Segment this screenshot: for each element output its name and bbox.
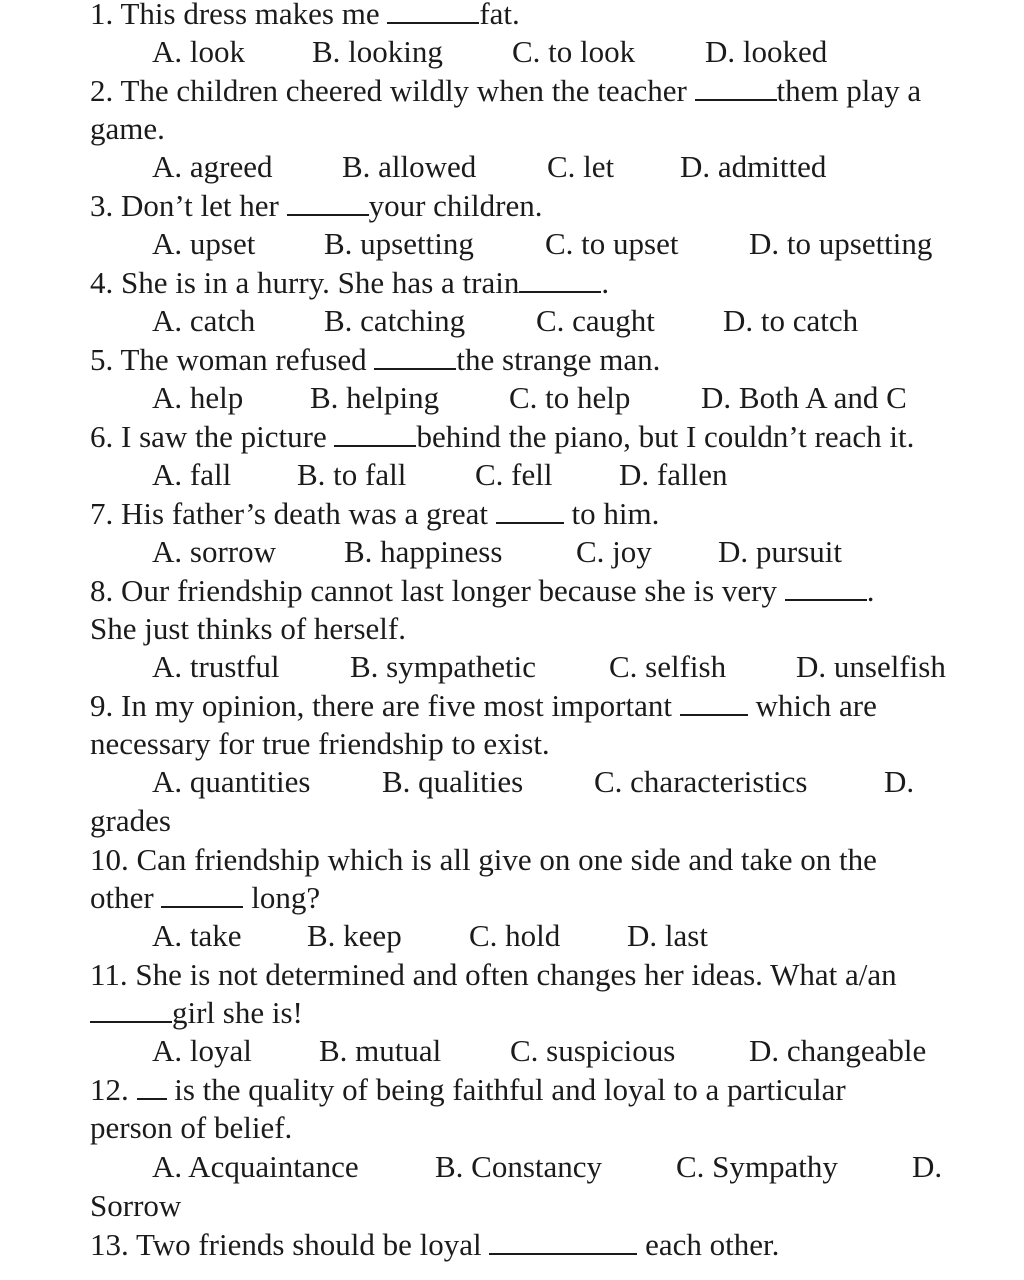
- option-b[interactable]: B. qualities: [382, 764, 524, 799]
- question-9: [90, 687, 877, 725]
- question-2: [90, 72, 921, 110]
- question-number: 3.: [90, 188, 114, 223]
- question-12-continued: [90, 1109, 292, 1147]
- option-a[interactable]: A. catch: [152, 303, 256, 338]
- option-d-text[interactable]: Sorrow: [90, 1188, 182, 1223]
- option-b[interactable]: B. catching: [324, 303, 466, 338]
- option-c[interactable]: C. characteristics: [594, 764, 808, 799]
- question-text: She is not determined and often changes her ideas. What a/an: [135, 957, 897, 992]
- question-number: 6.: [90, 419, 114, 454]
- answer-blank[interactable]: [90, 994, 172, 1023]
- option-a[interactable]: A. loyal: [152, 1033, 252, 1068]
- option-d[interactable]: D. to catch: [723, 303, 859, 338]
- question-text: .: [866, 573, 875, 608]
- option-c[interactable]: C. fell: [475, 457, 553, 492]
- question-text: Our friendship cannot last longer because she is very: [121, 573, 777, 608]
- answer-blank[interactable]: [387, 0, 479, 24]
- option-b[interactable]: B. upsetting: [324, 226, 474, 261]
- question-number: 2.: [90, 73, 114, 108]
- answer-blank[interactable]: [489, 1226, 637, 1255]
- question-number: 4.: [90, 265, 114, 300]
- question-12: [90, 1071, 846, 1109]
- option-d[interactable]: D. fallen: [619, 457, 728, 492]
- option-d[interactable]: D.: [912, 1149, 943, 1184]
- option-a[interactable]: A. quantities: [152, 764, 311, 799]
- answer-blank[interactable]: [161, 879, 243, 908]
- question-number: 9.: [90, 688, 114, 723]
- answer-blank[interactable]: [334, 418, 416, 447]
- option-b[interactable]: B. to fall: [297, 457, 407, 492]
- question-number: 1.: [90, 0, 114, 31]
- question-2-continued: [90, 110, 165, 148]
- question-text: behind the piano, but I couldn’t reach it.: [416, 419, 915, 454]
- option-c[interactable]: C. caught: [536, 303, 655, 338]
- question-10: [90, 841, 877, 879]
- option-d[interactable]: D.: [884, 764, 915, 799]
- answer-blank[interactable]: [680, 687, 748, 716]
- option-d[interactable]: D. changeable: [749, 1033, 927, 1068]
- question-text: the strange man.: [456, 342, 661, 377]
- option-d[interactable]: D. pursuit: [718, 534, 842, 569]
- question-text: person of belief.: [90, 1110, 293, 1145]
- option-c[interactable]: C. selfish: [609, 649, 727, 684]
- question-number: 13.: [90, 1227, 129, 1262]
- option-b[interactable]: B. Constancy: [435, 1149, 603, 1184]
- option-a[interactable]: A. sorrow: [152, 534, 276, 569]
- question-text: girl she is!: [172, 995, 303, 1030]
- question-text: Don’t let her: [121, 188, 279, 223]
- option-a[interactable]: A. agreed: [152, 149, 273, 184]
- question-5: [90, 341, 660, 379]
- question-9-continued: [90, 725, 550, 763]
- question-text: She is in a hurry. She has a train: [121, 265, 520, 300]
- answer-blank[interactable]: [374, 341, 456, 370]
- question-text: which are: [755, 688, 877, 723]
- answer-blank[interactable]: [785, 572, 867, 601]
- question-number: 12.: [90, 1072, 129, 1107]
- option-a[interactable]: A. upset: [152, 226, 256, 261]
- question-10-continued: [90, 879, 320, 917]
- question-text: necessary for true friendship to exist.: [90, 726, 550, 761]
- option-d[interactable]: D. looked: [705, 34, 828, 69]
- question-11-continued: [90, 994, 303, 1032]
- option-a[interactable]: A. help: [152, 380, 244, 415]
- option-c[interactable]: C. joy: [576, 534, 652, 569]
- answer-blank[interactable]: [496, 495, 564, 524]
- option-b[interactable]: B. mutual: [319, 1033, 442, 1068]
- option-a[interactable]: A. Acquaintance: [152, 1149, 359, 1184]
- question-text: to him.: [571, 496, 660, 531]
- question-3: [90, 187, 542, 225]
- question-text: game.: [90, 111, 165, 146]
- option-a[interactable]: A. trustful: [152, 649, 280, 684]
- question-6: [90, 418, 914, 456]
- question-text: long?: [251, 880, 321, 915]
- question-number: 11.: [90, 957, 128, 992]
- options-12-wrapped: [90, 1187, 181, 1225]
- question-number: 7.: [90, 496, 114, 531]
- question-text: In my opinion, there are five most important: [121, 688, 672, 723]
- question-number: 10.: [90, 842, 129, 877]
- option-c[interactable]: C. to look: [512, 34, 636, 69]
- question-13: [90, 1226, 779, 1264]
- question-number: 5.: [90, 342, 114, 377]
- option-a[interactable]: A. look: [152, 34, 245, 69]
- option-b[interactable]: B. helping: [310, 380, 440, 415]
- option-c[interactable]: C. suspicious: [510, 1033, 676, 1068]
- option-a[interactable]: A. fall: [152, 457, 232, 492]
- answer-blank[interactable]: [695, 72, 777, 101]
- option-d-text[interactable]: grades: [90, 803, 171, 838]
- option-d[interactable]: D. unselfish: [796, 649, 946, 684]
- question-text: Two friends should be loyal: [135, 1227, 482, 1262]
- option-b[interactable]: B. keep: [307, 918, 402, 953]
- option-c[interactable]: C. Sympathy: [676, 1149, 838, 1184]
- question-text: them play a: [776, 73, 922, 108]
- option-c[interactable]: C. to upset: [545, 226, 679, 261]
- question-text: other: [90, 880, 154, 915]
- question-text: fat.: [479, 0, 520, 31]
- question-8-continued: [90, 610, 406, 648]
- question-text: The children cheered wildly when the teacher: [120, 73, 687, 108]
- option-b[interactable]: B. allowed: [342, 149, 477, 184]
- question-8: [90, 572, 874, 610]
- answer-blank[interactable]: [519, 264, 601, 293]
- answer-blank[interactable]: [287, 187, 369, 216]
- option-c[interactable]: C. hold: [469, 918, 561, 953]
- question-4: [90, 264, 609, 302]
- option-d[interactable]: D. to upsetting: [749, 226, 933, 261]
- option-d[interactable]: D. last: [627, 918, 708, 953]
- question-text: your children.: [368, 188, 543, 223]
- options-9-wrapped: [90, 802, 171, 840]
- option-c[interactable]: C. let: [547, 149, 615, 184]
- option-b[interactable]: B. sympathetic: [350, 649, 536, 684]
- question-text: The woman refused: [120, 342, 367, 377]
- question-1: [90, 0, 520, 33]
- question-text: She just thinks of herself.: [90, 611, 406, 646]
- question-text: .: [601, 265, 610, 300]
- answer-blank[interactable]: [137, 1071, 167, 1100]
- question-number: 8.: [90, 573, 114, 608]
- question-text: Can friendship which is all give on one side and take on the: [136, 842, 877, 877]
- option-d[interactable]: D. Both A and C: [701, 380, 907, 415]
- question-11: [90, 956, 897, 994]
- option-d[interactable]: D. admitted: [680, 149, 827, 184]
- question-text: This dress makes me: [120, 0, 380, 31]
- question-7: [90, 495, 659, 533]
- option-b[interactable]: B. happiness: [344, 534, 503, 569]
- question-text: His father’s death was a great: [121, 496, 488, 531]
- question-text: is the quality of being faithful and loyal to a particular: [174, 1072, 846, 1107]
- option-c[interactable]: C. to help: [509, 380, 631, 415]
- question-text: I saw the picture: [121, 419, 327, 454]
- option-a[interactable]: A. take: [152, 918, 242, 953]
- question-text: each other.: [645, 1227, 780, 1262]
- option-b[interactable]: B. looking: [312, 34, 443, 69]
